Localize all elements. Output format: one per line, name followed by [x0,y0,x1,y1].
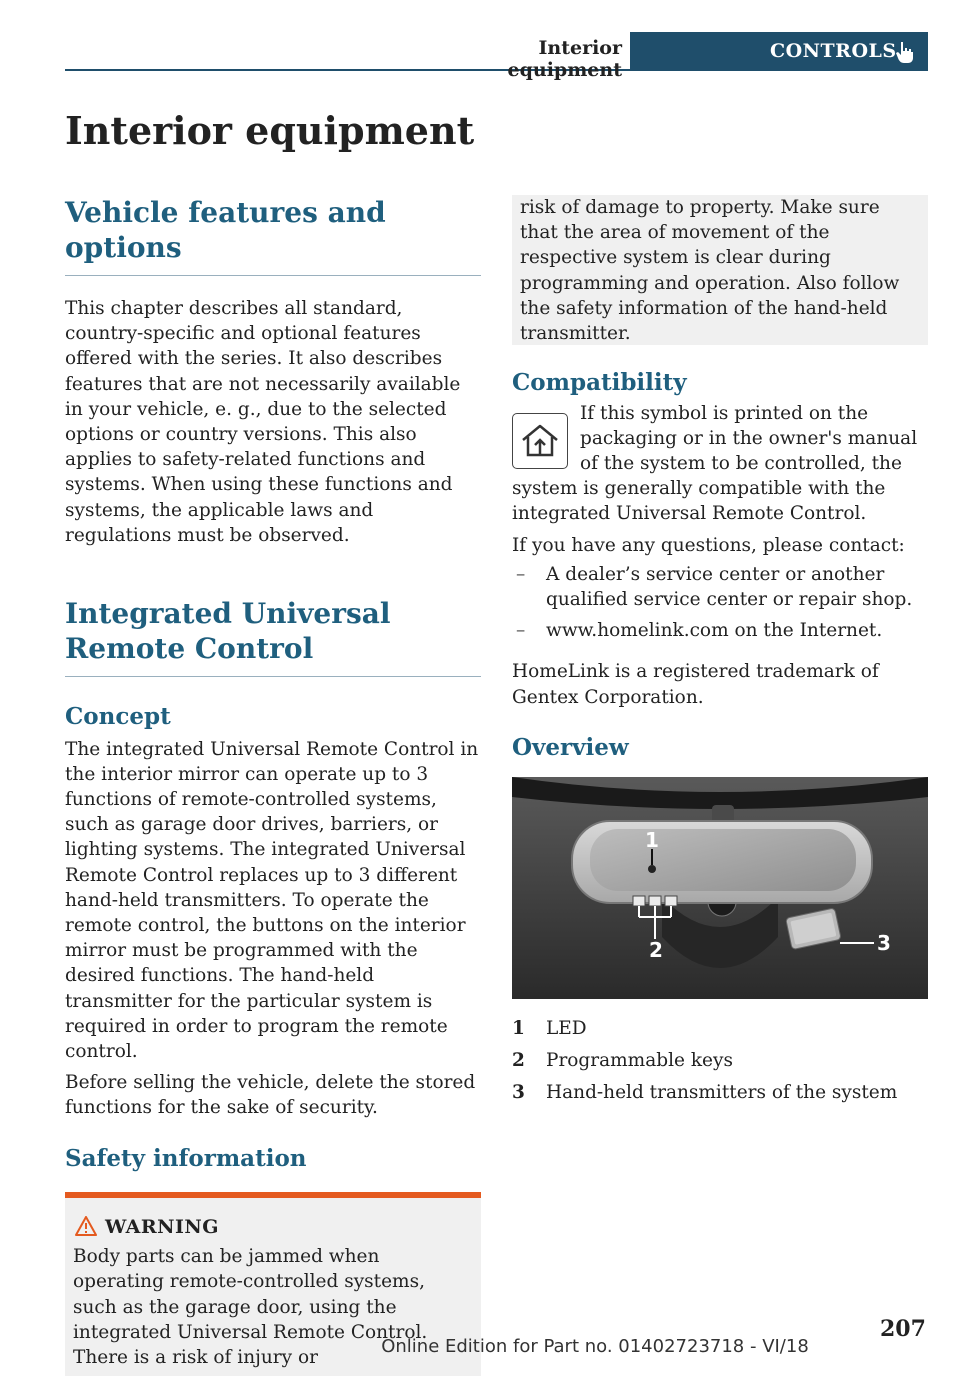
features-text: This chapter describes all standard, country-specific and optional features offered with the series. It also describes features that are not necessarily available in your vehicle, e. g., due to the selected options or country versions. This also applies to safety-related functions and systems. When using these functions and systems, the applicable laws and regulations must be observed. [65,298,461,546]
compat-heading: Compatibility [512,369,687,396]
overview-heading: Overview [512,733,629,761]
legend-item [512,1045,928,1077]
iurc-heading: Integrated Universal Remote Control [65,596,481,677]
compat-text: If this symbol is printed on the packaging or in the owner's manual of the system to be controlled, the system is generally compatible with the integrated Universal Remote Control. [512,402,918,525]
header-tab-label: CONTROLS [770,40,897,62]
concept-text-1: The integrated Universal Remote Control in the interior mirror can operate up to 3 functions of remote-controlled systems, such as garage door drives, barriers, or lighting systems. The integrated Universal Remote Control replaces up to 3 different hand-held transmitters. To operate the remote control, the buttons on the interior mirror must be programmed with the desired functions. The hand-held transmitter for the particular system is required in order to program the remote control. [65,738,479,1063]
mirror-figure [512,777,928,999]
legend-label: LED [546,1018,587,1040]
contact-item: – www.homelink.com on the Internet. [512,618,928,643]
concept-text-2: Before selling the vehicle, delete the stored functions for the sake of security. [65,1072,476,1119]
hand-pointer-icon [894,40,916,64]
right-column [512,195,928,1109]
contact-text: If you have any questions, please contact: [512,534,905,556]
features-heading: Vehicle features and options [65,195,481,276]
legend-label: Hand-held transmitters of the system [546,1082,898,1104]
warning-label: WARNING [105,1216,220,1239]
warning-continuation [512,195,928,345]
warning-title [105,1216,473,1238]
page-number: 207 [880,1316,926,1342]
contact-list [512,562,928,644]
left-column [65,195,481,1376]
warning-text: Body parts can be jammed when operating remote-controlled systems, such as the garage door, using the integrated Universal Remote Control. There is a risk of injury or [73,1246,428,1369]
footer-text: Online Edition for Part no. 01402723718 - VI/18 [381,1336,809,1357]
homelink-house-icon [512,413,568,469]
compat-block [512,401,928,527]
legend-item [512,1077,928,1109]
legend-number: 1 [512,1018,525,1040]
footer [0,1336,960,1357]
legend-number: 2 [512,1050,525,1072]
legend-number: 3 [512,1082,525,1104]
legend-label: Programmable keys [546,1050,733,1072]
figure-label-1: 1 [645,828,659,853]
header-tab [630,32,928,71]
header-section-title: Interior equipment [507,37,622,81]
figure-legend [512,1013,928,1109]
figure-label-2: 2 [649,938,663,963]
contact-item: – A dealer’s service center or another qualified service center or repair shop. [512,562,928,612]
concept-heading: Concept [65,703,171,731]
legend-item [512,1013,928,1045]
warning-triangle-icon [75,1216,97,1236]
trademark-text: HomeLink is a registered trademark of Gentex Corporation. [512,661,879,708]
page-title: Interior equipment [65,108,475,153]
safety-heading: Safety information [65,1144,307,1172]
warning-continuation-text: risk of damage to property. Make sure that the area of movement of the respective system is clear during programming and operation. Also follow the safety information of the hand-held transmitter. [520,197,900,345]
figure-label-3: 3 [877,931,891,956]
